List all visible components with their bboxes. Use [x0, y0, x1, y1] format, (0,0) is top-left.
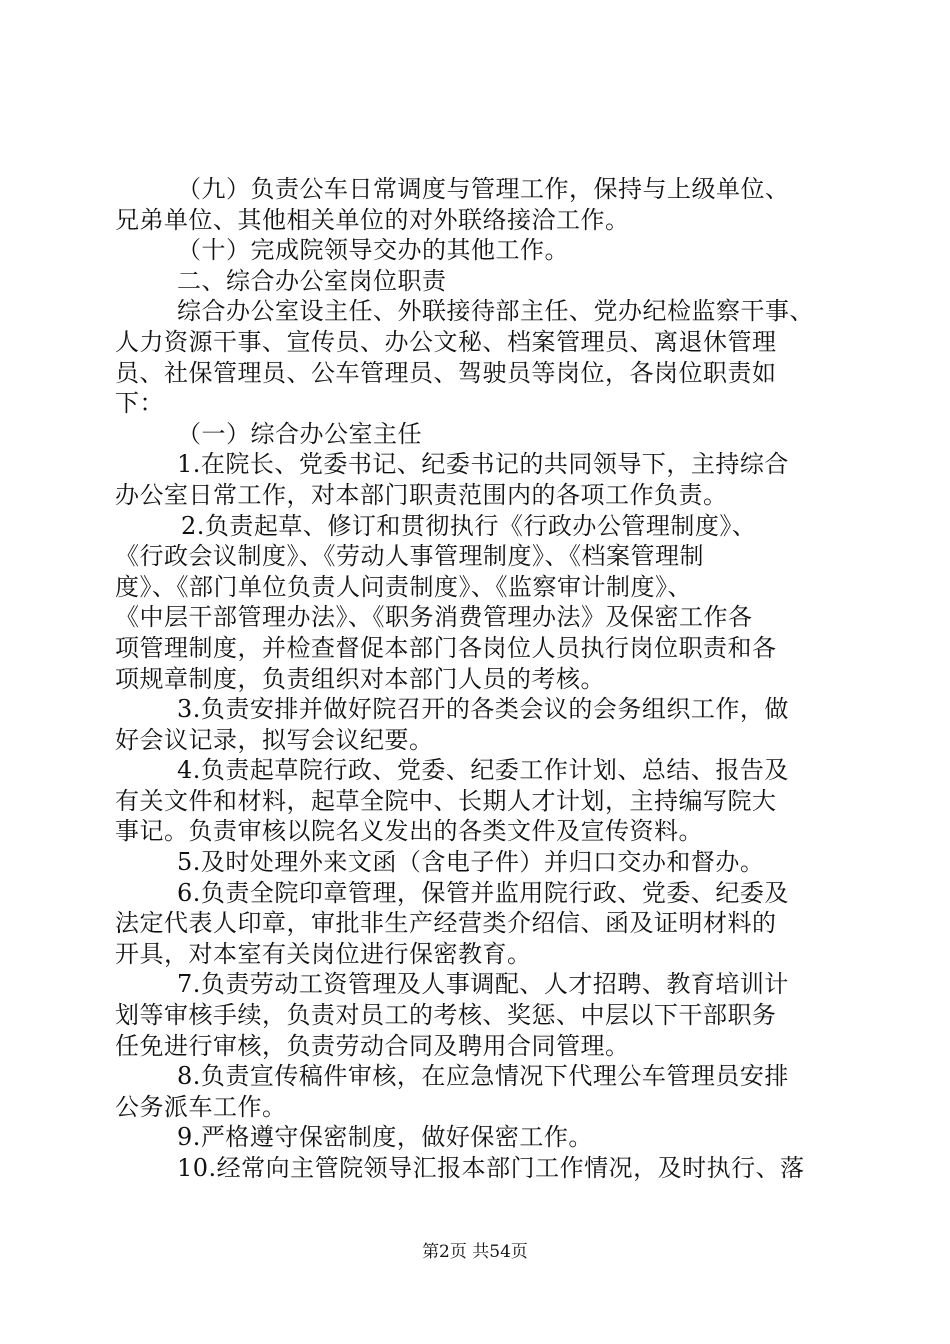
text-line: （九）负责公车日常调度与管理工作，保持与上级单位、 — [177, 175, 790, 203]
text-line: 兄弟单位、其他相关单位的对外联络接洽工作。 — [115, 205, 630, 234]
text-line: 6.负责全院印章管理，保管并监用院行政、党委、纪委及 — [177, 878, 789, 907]
text-line: 开具，对本室有关岗位进行保密教育。 — [115, 939, 532, 968]
page-footer — [0, 1240, 950, 1264]
subsection-heading: （一）综合办公室主任 — [177, 419, 422, 448]
text-line: 7.负责劳动工资管理及人事调配、人才招聘、教育培训计 — [177, 970, 789, 999]
text-line: 《中层干部管理办法》、《职务消费管理办法》及保密工作各 — [115, 603, 753, 632]
page-number-label: 第2页 共54页 — [422, 1242, 528, 1262]
text-line: 2.负责起草、修订和贯彻执行《行政办公管理制度》、 — [181, 511, 757, 540]
text-line: 任免进行审核，负责劳动合同及聘用合同管理。 — [115, 1031, 630, 1060]
text-line: 员、社保管理员、公车管理员、驾驶员等岗位，各岗位职责如 — [115, 358, 777, 387]
text-line: 4.负责起草院行政、党委、纪委工作计划、总结、报告及 — [177, 756, 789, 785]
text-line: 人力资源干事、宣传员、办公文秘、档案管理员、离退休管理 — [115, 327, 777, 356]
text-line: 9.严格遵守保密制度，做好保密工作。 — [177, 1123, 593, 1152]
text-line: 《行政会议制度》、《劳动人事管理制度》、《档案管理制 — [115, 542, 704, 571]
document-body — [115, 174, 835, 1184]
text-line: 1.在院长、党委书记、纪委书记的共同领导下，主持综合 — [177, 450, 789, 479]
text-line: 项管理制度，并检查督促本部门各岗位人员执行岗位职责和各 — [115, 633, 777, 662]
text-line: 好会议记录，拟写会议纪要。 — [115, 725, 434, 754]
text-line: 5.及时处理外来文函（含电子件）并归口交办和督办。 — [177, 848, 765, 877]
text-line: 综合办公室设主任、外联接待部主任、党办纪检监察干事、 — [177, 297, 814, 326]
text-line: 法定代表人印章，审批非生产经营类介绍信、函及证明材料的 — [115, 909, 777, 938]
text-line: 划等审核手续，负责对员工的考核、奖惩、中层以下干部职务 — [115, 1001, 777, 1030]
section-heading: 二、综合办公室岗位职责 — [177, 266, 447, 295]
text-line: （十）完成院领导交办的其他工作。 — [177, 236, 569, 265]
text-line: 3.负责安排并做好院召开的各类会议的会务组织工作，做 — [177, 695, 789, 724]
text-line: 下： — [115, 389, 164, 418]
text-line: 公务派车工作。 — [115, 1092, 287, 1121]
text-line: 8.负责宣传稿件审核，在应急情况下代理公车管理员安排 — [177, 1062, 789, 1091]
text-line: 项规章制度，负责组织对本部门人员的考核。 — [115, 664, 605, 693]
text-line: 10.经常向主管院领导汇报本部门工作情况，及时执行、落 — [177, 1154, 805, 1182]
text-line: 事记。负责审核以院名义发出的各类文件及宣传资料。 — [115, 817, 703, 846]
text-line: 办公室日常工作，对本部门职责范围内的各项工作负责。 — [115, 480, 728, 509]
text-line: 有关文件和材料，起草全院中、长期人才计划，主持编写院大 — [115, 786, 777, 815]
text-line: 度》、《部门单位负责人问责制度》、《监察审计制度》、 — [115, 572, 692, 601]
